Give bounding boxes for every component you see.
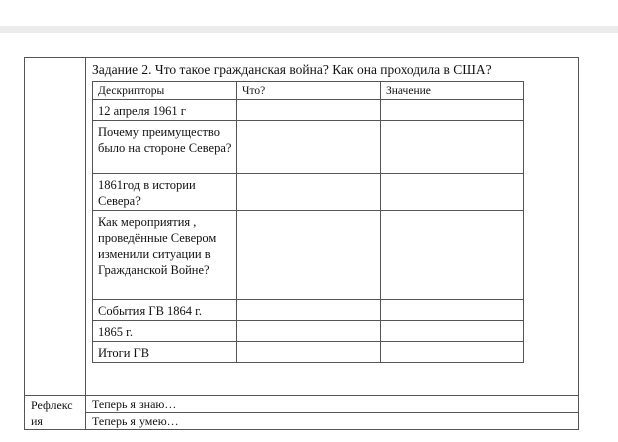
grid-line	[92, 81, 524, 82]
descriptor-cell: Как мероприятия , проведённые Севером изменили ситуации в Гражданской Войне?	[98, 215, 217, 277]
grid-line	[92, 299, 524, 300]
header-what: Что?	[242, 85, 266, 97]
grid-line	[380, 81, 381, 363]
outer-column-divider	[85, 57, 86, 430]
grid-line	[523, 81, 524, 363]
grid-line	[92, 341, 524, 342]
descriptor-cell: Итоги ГВ	[98, 346, 150, 360]
grid-line	[92, 99, 524, 100]
descriptor-cell: 1861год в истории Севера?	[98, 178, 196, 208]
grid-line	[92, 173, 524, 174]
outer-left-border	[24, 57, 25, 430]
grid-line	[236, 81, 237, 363]
outer-top-border	[24, 57, 579, 58]
header-meaning: Значение	[386, 85, 431, 97]
grid-line	[92, 120, 524, 121]
grid-line	[92, 210, 524, 211]
descriptor-cell: 12 апреля 1961 г	[98, 104, 186, 118]
outer-bottom-border	[24, 429, 579, 430]
reflection-label-line1: Рефлекс	[31, 398, 73, 412]
grid-line	[92, 320, 524, 321]
grid-line	[92, 81, 93, 363]
outer-right-border	[578, 57, 579, 430]
descriptor-cell: Почему преимущество было на стороне Севера?	[98, 125, 232, 155]
descriptor-cell: События ГВ 1864 г.	[98, 304, 203, 318]
reflection-can-line: Теперь я умею…	[92, 414, 179, 428]
top-separator-band	[0, 26, 618, 33]
grid-line	[92, 362, 524, 363]
header-descriptors: Дескрипторы	[98, 85, 165, 97]
descriptor-cell: 1865 г.	[98, 325, 133, 339]
reflection-know-line: Теперь я знаю…	[92, 397, 177, 411]
reflection-label-line2: ия	[31, 414, 43, 428]
task-title: Задание 2. Что такое гражданская война? Как она проходила в США?	[92, 62, 492, 77]
